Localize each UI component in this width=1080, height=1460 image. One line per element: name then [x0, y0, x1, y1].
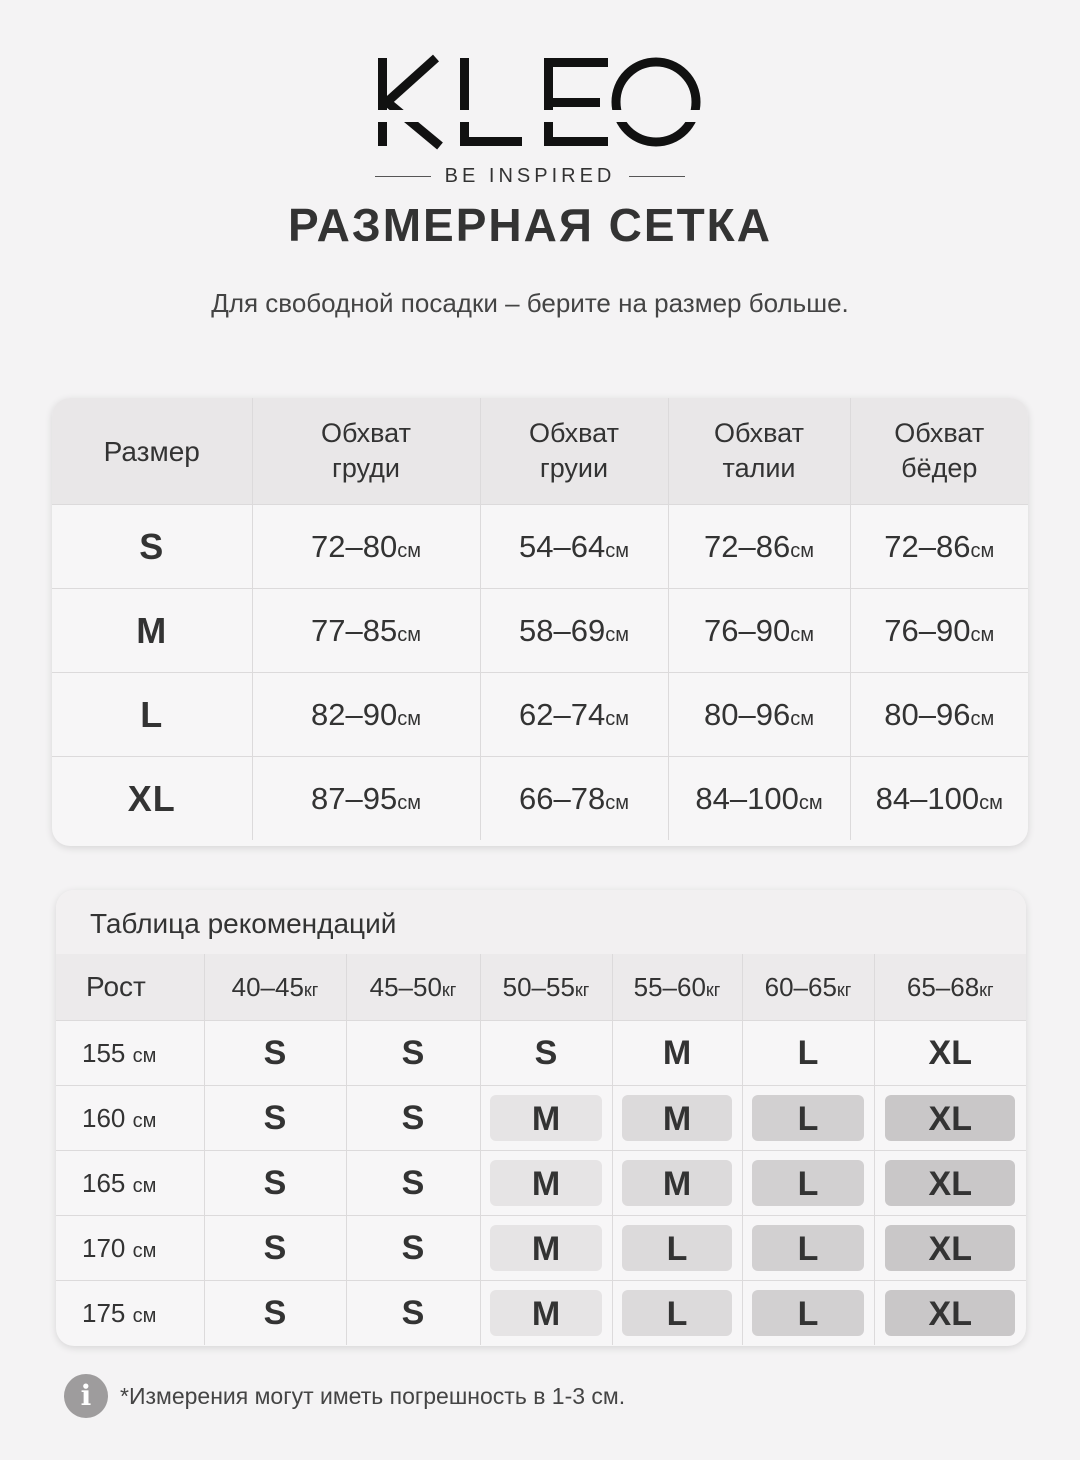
height-cell	[56, 1021, 204, 1086]
size-label: S	[52, 505, 252, 589]
tagline-row	[375, 164, 685, 188]
weight-range: 65–68	[906, 971, 980, 1002]
header-weight	[874, 954, 1026, 1021]
recommended-size-cell	[346, 1086, 480, 1151]
size-value: M	[662, 1033, 692, 1072]
size-value: S	[534, 1033, 558, 1072]
height-value: 170	[82, 1232, 126, 1263]
weight-range: 50–55	[502, 971, 575, 1002]
table-row	[56, 1151, 1026, 1216]
unit-label: см	[132, 1109, 157, 1132]
measurement-value: 84–100	[695, 780, 799, 816]
measurement-cell	[480, 757, 668, 841]
measurement-cell	[850, 589, 1028, 673]
unit-label: кг	[705, 979, 721, 1000]
size-value: S	[401, 1228, 425, 1267]
unit-label: см	[132, 1239, 157, 1262]
header-underbust: Обхват груии	[480, 398, 668, 505]
recommended-size-cell	[204, 1216, 346, 1281]
table-row	[52, 589, 1028, 673]
measurement-cell	[850, 757, 1028, 841]
height-value: 175	[82, 1297, 126, 1328]
recommended-size-cell	[874, 1281, 1026, 1346]
size-label: L	[52, 673, 252, 757]
size-value: S	[263, 1163, 287, 1202]
measurement-value: 84–100	[875, 780, 980, 816]
unit-label: см	[132, 1044, 157, 1067]
recommended-size-cell	[874, 1151, 1026, 1216]
table-row	[52, 757, 1028, 841]
page-subtitle: Для свободной посадки – берите на размер больше.	[211, 288, 849, 318]
unit-label: кг	[979, 979, 994, 1000]
size-badge: XL	[885, 1290, 1015, 1336]
recommended-size-cell	[874, 1021, 1026, 1086]
size-value: S	[401, 1163, 425, 1202]
weight-range: 45–50	[369, 971, 442, 1002]
measurement-value: 80–96	[884, 696, 971, 732]
size-label: M	[52, 589, 252, 673]
height-cell	[56, 1086, 204, 1151]
recommended-size-cell	[346, 1021, 480, 1086]
recommended-size-cell	[480, 1216, 612, 1281]
recommended-size-cell	[742, 1216, 874, 1281]
recommended-size-cell	[742, 1021, 874, 1086]
unit-label: см	[397, 791, 421, 814]
size-badge: L	[752, 1160, 865, 1206]
size-badge: XL	[885, 1160, 1015, 1206]
header-height: Рост	[56, 954, 204, 1021]
measurement-value: 82–90	[311, 696, 398, 732]
size-value: S	[401, 1293, 425, 1332]
height-cell	[56, 1281, 204, 1346]
measurement-cell	[668, 505, 850, 589]
size-table-card	[52, 398, 1028, 846]
measurement-cell	[668, 673, 850, 757]
recommended-size-cell	[874, 1216, 1026, 1281]
recommended-size-cell	[346, 1281, 480, 1346]
measurement-cell	[850, 505, 1028, 589]
measurement-value: 62–74	[519, 696, 606, 732]
weight-range: 40–45	[231, 971, 304, 1002]
measurement-cell	[850, 673, 1028, 757]
size-badge: M	[490, 1290, 603, 1336]
table-row	[56, 1281, 1026, 1346]
size-value: XL	[928, 1033, 972, 1072]
table-row	[52, 673, 1028, 757]
note-text: *Измерения могут иметь погрешность в 1-3 см.	[120, 1382, 626, 1409]
unit-label: см	[605, 707, 629, 730]
unit-label: см	[605, 623, 629, 646]
recommended-size-cell	[204, 1086, 346, 1151]
header-waist: Обхват талии	[668, 398, 850, 505]
measurement-cell	[480, 673, 668, 757]
recommended-size-cell	[742, 1086, 874, 1151]
height-cell	[56, 1151, 204, 1216]
measurement-cell	[480, 505, 668, 589]
recommended-size-cell	[480, 1281, 612, 1346]
unit-label: см	[605, 791, 629, 814]
header-weight	[204, 954, 346, 1021]
recommended-size-cell	[612, 1216, 742, 1281]
measurement-value: 72–86	[704, 528, 791, 564]
measurement-value: 72–80	[311, 528, 398, 564]
size-label: XL	[52, 757, 252, 841]
size-value: L	[797, 1033, 819, 1072]
table-row	[52, 505, 1028, 589]
recommended-size-cell	[480, 1021, 612, 1086]
recommendation-table-card	[56, 890, 1026, 1346]
size-badge: L	[622, 1225, 733, 1271]
size-value: S	[401, 1033, 425, 1072]
unit-label: см	[132, 1304, 157, 1327]
size-badge: L	[622, 1290, 733, 1336]
header-chest: Обхват груди	[252, 398, 480, 505]
measurement-cell	[480, 589, 668, 673]
size-badge: XL	[885, 1095, 1015, 1141]
size-table-header-row	[52, 398, 1028, 505]
measurement-cell	[668, 757, 850, 841]
recommended-size-cell	[480, 1151, 612, 1216]
unit-label: кг	[836, 979, 852, 1000]
unit-label: см	[790, 539, 814, 562]
table-row	[56, 1086, 1026, 1151]
size-value: S	[263, 1033, 287, 1072]
tagline-divider-left	[375, 176, 431, 177]
measurement-cell	[252, 673, 480, 757]
unit-label: кг	[441, 979, 457, 1000]
unit-label: см	[970, 623, 995, 646]
unit-label: см	[970, 707, 995, 730]
header-weight	[480, 954, 612, 1021]
unit-label: см	[979, 791, 1003, 814]
recommended-size-cell	[346, 1151, 480, 1216]
size-badge: L	[752, 1095, 865, 1141]
measurement-note	[64, 1376, 625, 1416]
weight-range: 60–65	[764, 971, 837, 1002]
size-badge: M	[622, 1095, 733, 1141]
size-value: S	[263, 1098, 287, 1137]
recommended-size-cell	[480, 1086, 612, 1151]
recommendation-table	[56, 954, 1026, 1345]
size-badge: L	[752, 1225, 865, 1271]
size-value: S	[401, 1098, 425, 1137]
size-value: S	[263, 1293, 287, 1332]
weight-range: 55–60	[633, 971, 706, 1002]
brand-tagline: BE INSPIRED	[444, 164, 616, 187]
size-badge: M	[622, 1160, 733, 1206]
size-badge: L	[752, 1290, 865, 1336]
size-badge: XL	[885, 1225, 1015, 1271]
unit-label: см	[605, 539, 629, 562]
height-value: 160	[82, 1102, 126, 1133]
measurement-cell	[252, 589, 480, 673]
measurement-cell	[668, 589, 850, 673]
recommended-size-cell	[204, 1281, 346, 1346]
size-value: S	[263, 1228, 287, 1267]
tagline-divider-right	[629, 176, 685, 177]
recommended-size-cell	[612, 1281, 742, 1346]
height-cell	[56, 1216, 204, 1281]
unit-label: см	[970, 539, 995, 562]
measurement-value: 66–78	[519, 780, 606, 816]
size-table	[52, 398, 1028, 840]
measurement-value: 58–69	[519, 612, 606, 648]
unit-label: см	[397, 623, 421, 646]
header-size: Размер	[52, 398, 252, 505]
measurement-value: 80–96	[704, 696, 791, 732]
measurement-cell	[252, 505, 480, 589]
recommended-size-cell	[612, 1151, 742, 1216]
recommended-size-cell	[742, 1151, 874, 1216]
unit-label: см	[790, 707, 814, 730]
recommended-size-cell	[204, 1151, 346, 1216]
unit-label: см	[397, 707, 421, 730]
height-value: 165	[82, 1167, 126, 1198]
measurement-value: 76–90	[704, 612, 791, 648]
header-weight	[742, 954, 874, 1021]
recommendation-header-row	[56, 954, 1026, 1021]
measurement-value: 87–95	[311, 780, 398, 816]
table-row	[56, 1216, 1026, 1281]
header-weight	[612, 954, 742, 1021]
height-value: 155	[82, 1037, 126, 1068]
unit-label: кг	[574, 979, 590, 1000]
unit-label: см	[798, 791, 823, 814]
size-badge: M	[490, 1160, 603, 1206]
recommended-size-cell	[204, 1021, 346, 1086]
header-hips: Обхват бёдер	[850, 398, 1028, 505]
page-title: РАЗМЕРНАЯ СЕТКА	[288, 199, 772, 251]
unit-label: см	[790, 623, 814, 646]
recommended-size-cell	[874, 1086, 1026, 1151]
recommended-size-cell	[742, 1281, 874, 1346]
unit-label: см	[132, 1174, 157, 1197]
header-weight	[346, 954, 480, 1021]
size-badge: M	[490, 1225, 603, 1271]
unit-label: см	[397, 539, 421, 562]
recommended-size-cell	[612, 1086, 742, 1151]
recommended-size-cell	[612, 1021, 742, 1086]
measurement-cell	[252, 757, 480, 841]
measurement-value: 76–90	[884, 612, 971, 648]
size-badge: M	[490, 1095, 603, 1141]
measurement-value: 77–85	[311, 612, 398, 648]
measurement-value: 54–64	[519, 528, 606, 564]
table-row	[56, 1021, 1026, 1086]
recommendation-title: Таблица рекомендаций	[56, 890, 1026, 954]
unit-label: кг	[303, 979, 319, 1000]
recommended-size-cell	[346, 1216, 480, 1281]
measurement-value: 72–86	[884, 528, 971, 564]
info-icon: i	[64, 1374, 108, 1418]
